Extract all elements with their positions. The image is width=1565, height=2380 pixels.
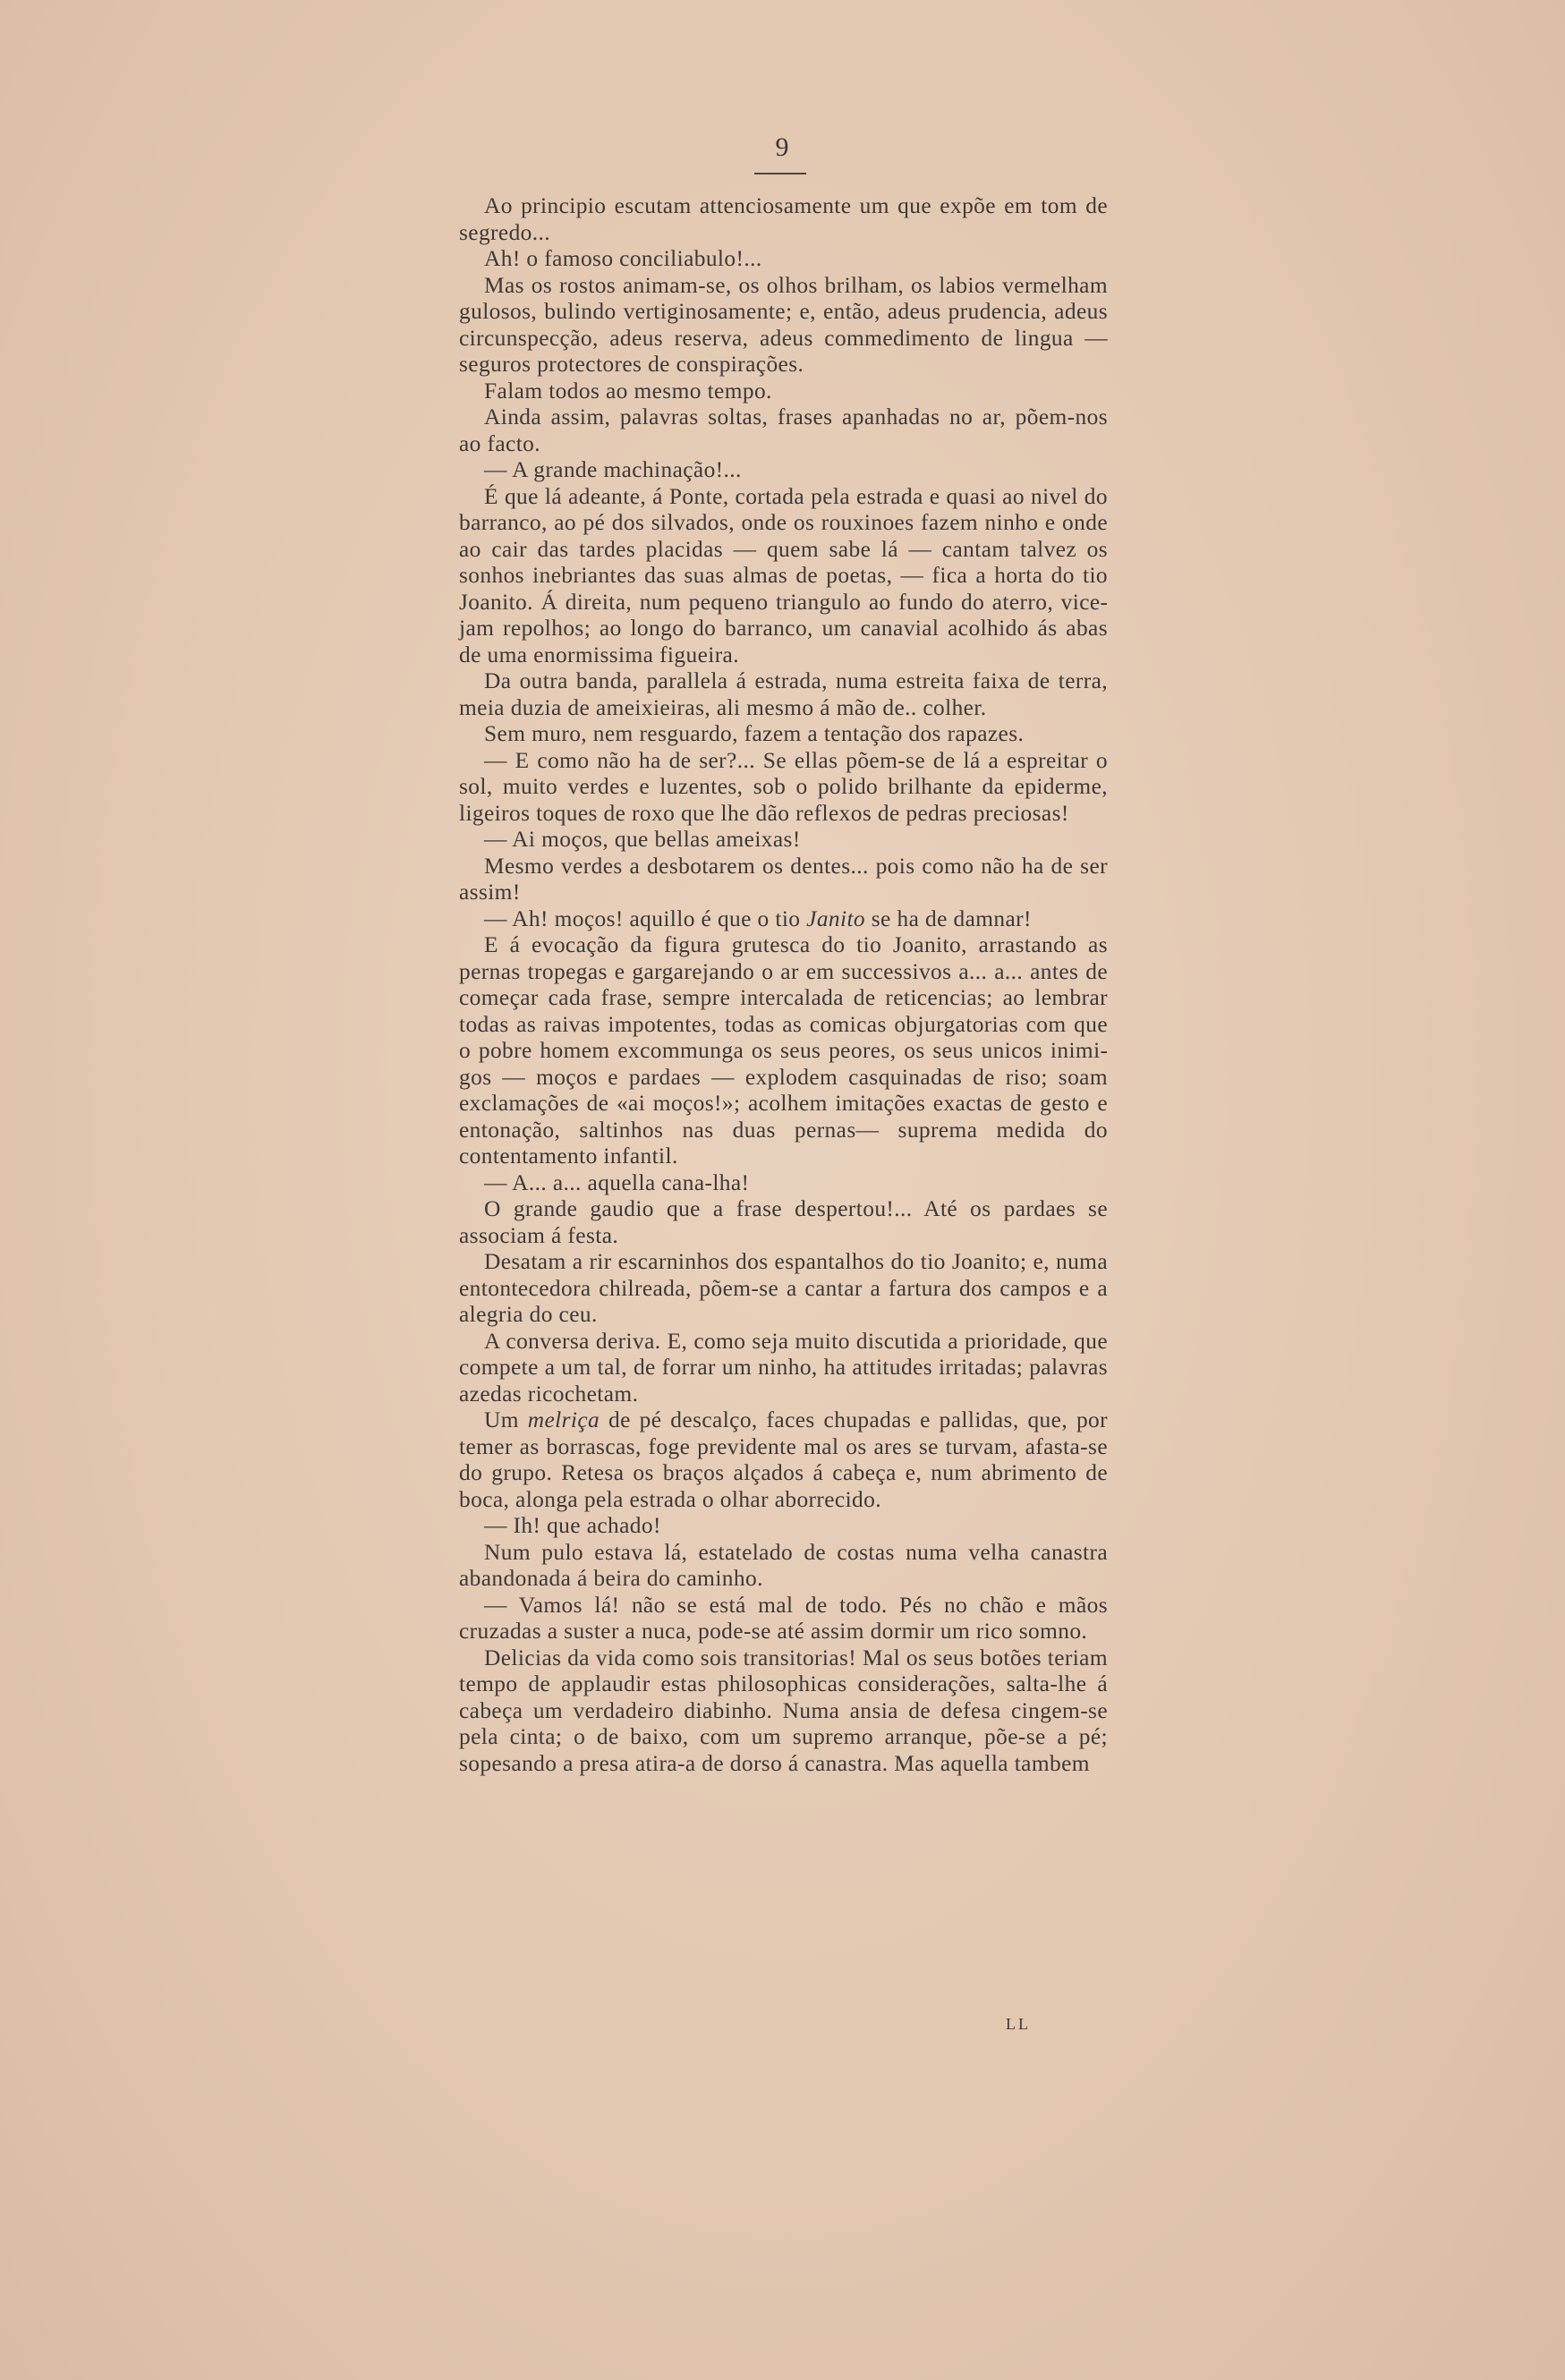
paragraph [459,1540,1108,1593]
text-run: — Ah! moços! aquillo é que o tio [484,905,807,931]
paragraph [459,1645,1108,1778]
text-run: Ah! o famoso conciliabulo!... [484,246,762,271]
paragraph [459,246,1108,273]
text-run: É que lá adeante, á Ponte, cortada pela estrada e quasi ao nivel do barranco, ao pé dos silvados, onde os rouxinoes fazem ninho e onde ao cair das tardes placidas — quem sabe lá — cantam talvez os sonhos inebriantes das suas almas de poetas, — fica a horta do tio Joanito. Á direita, num pequeno triangulo ao fundo do aterro, vicejam repolhos; ao longo do barranco, um canavial acolhido ás abas de uma enormissima figueira. [459,483,1108,667]
paragraph [459,1249,1108,1329]
text-run: — Ai moços, que bellas ameixas! [484,827,801,852]
text-run: Mas os rostos animam-se, os olhos brilham, os labios vermelham gulosos, bulindo vertiginosamente; e, então, adeus prudencia, adeus circunspecção, adeus reserva, adeus commedimento de lingua — seguros protectores de conspirações. [459,272,1108,377]
paragraph [459,404,1108,457]
paragraph [459,854,1108,906]
italic-text: melriça [527,1407,600,1432]
italic-text: Janito [806,905,866,931]
paragraph [459,748,1108,828]
paragraph [459,721,1108,748]
text-run: Desatam a rir escarninhos dos espantalhos do tio Joanito; e, numa entontecedora chilreada, põem-se a cantar a fartura dos campos e a alegria do ceu. [459,1249,1108,1327]
text-run: Um [484,1407,528,1432]
paragraph [459,273,1108,378]
paragraph [459,484,1108,669]
text-run: E á evocação da figura grutesca do tio Joanito, arrastando as pernas tropegas e gargarejando o ar em successivos a... a... antes de começar cada frase, sempre intercalada de reticencias; ao lembrar todas as raivas impotentes, todas as comicas objurgatorias com que o pobre homem excommunga os seus peores, os seus unicos inimigos — moços e pardaes — explodem casquinadas de riso; soam exclamações de «ai moços!»; acolhem imitações exactas de gesto e entonação, saltinhos nas duas pernas— suprema medida do contentamento infantil. [459,932,1108,1169]
text-run: de pé descalço, faces chupadas e pallidas, que, por temer as borrascas, foge previdente mal os ares se turvam, afasta-se do grupo. Retesa os braços alçados á cabeça e, num abrimento de boca, alonga pela estrada o olhar aborrecido. [459,1407,1108,1512]
text-run: Falam todos ao mesmo tempo. [484,378,772,404]
text-run: — E como não ha de ser?... Se ellas põem-se de lá a espreitar o sol, muito verdes e luzentes, sob o polido brilhante da epiderme, ligeiros toques de roxo que lhe dão reflexos de pedras preciosas! [459,747,1108,826]
text-run: se ha de damnar! [865,905,1032,931]
paragraph [459,668,1108,721]
text-run: A conversa deriva. E, como seja muito discutida a prioridade, que compete a um tal, de forrar um ninho, ha attitudes irritadas; palavras azedas ricochetam. [459,1328,1108,1407]
text-run: — Vamos lá! não se está mal de todo. Pés no chão e mãos cruzadas a suster a nuca, pode-se até assim dormir um rico somno. [459,1592,1108,1644]
paragraph [459,1593,1108,1645]
paragraph [459,932,1108,1170]
paragraph [459,1513,1108,1540]
paragraph [459,1329,1108,1408]
paragraph [459,378,1108,405]
text-run: — A... a... aquella cana-lha! [484,1169,750,1195]
paragraph [459,457,1108,484]
text-run: Ainda assim, palavras soltas, frases apanhadas no ar, põem-nos ao facto. [459,404,1108,456]
paragraph [459,906,1108,933]
paragraph [459,1170,1108,1197]
text-run: Da outra banda, parallela á estrada, numa estreita faixa de terra, meia duzia de ameixieiras, ali mesmo á mão de.. colher. [459,668,1108,720]
text-run: — A grande machinação!... [484,457,742,482]
signature-mark: LL [1006,2015,1031,2033]
paragraph [459,1407,1108,1513]
text-run: O grande gaudio que a frase despertou!... Até os pardaes se associam á festa. [459,1196,1108,1248]
text-run: Num pulo estava lá, estatelado de costas numa velha canastra abandonada á beira do caminho. [459,1539,1108,1591]
text-run: — Ih! que achado! [484,1513,661,1538]
page-number: 9 [775,132,790,162]
paragraph [459,193,1108,246]
text-run: Ao principio escutam attenciosamente um que expõe em tom de segredo... [459,193,1108,245]
paragraph [459,1196,1108,1249]
page-number-rule [754,173,806,174]
text-run: Delicias da vida como sois transitorias! Mal os seus botões teriam tempo de applaudir estas philosophicas considerações, salta-lhe á cabeça um verdadeiro diabinho. Numa ansia de defesa cingem-se pela cinta; o de baixo, com um supremo arranque, põe-se a pé; sopesando a presa atira-a de dorso á canastra. Mas aquella tambem [459,1645,1108,1776]
text-run: Sem muro, nem resguardo, fazem a tentação dos rapazes. [484,721,1025,746]
body-text [459,193,1108,1777]
text-run: Mesmo verdes a desbotarem os dentes... pois como não ha de ser assim! [459,853,1108,905]
paragraph [459,827,1108,854]
